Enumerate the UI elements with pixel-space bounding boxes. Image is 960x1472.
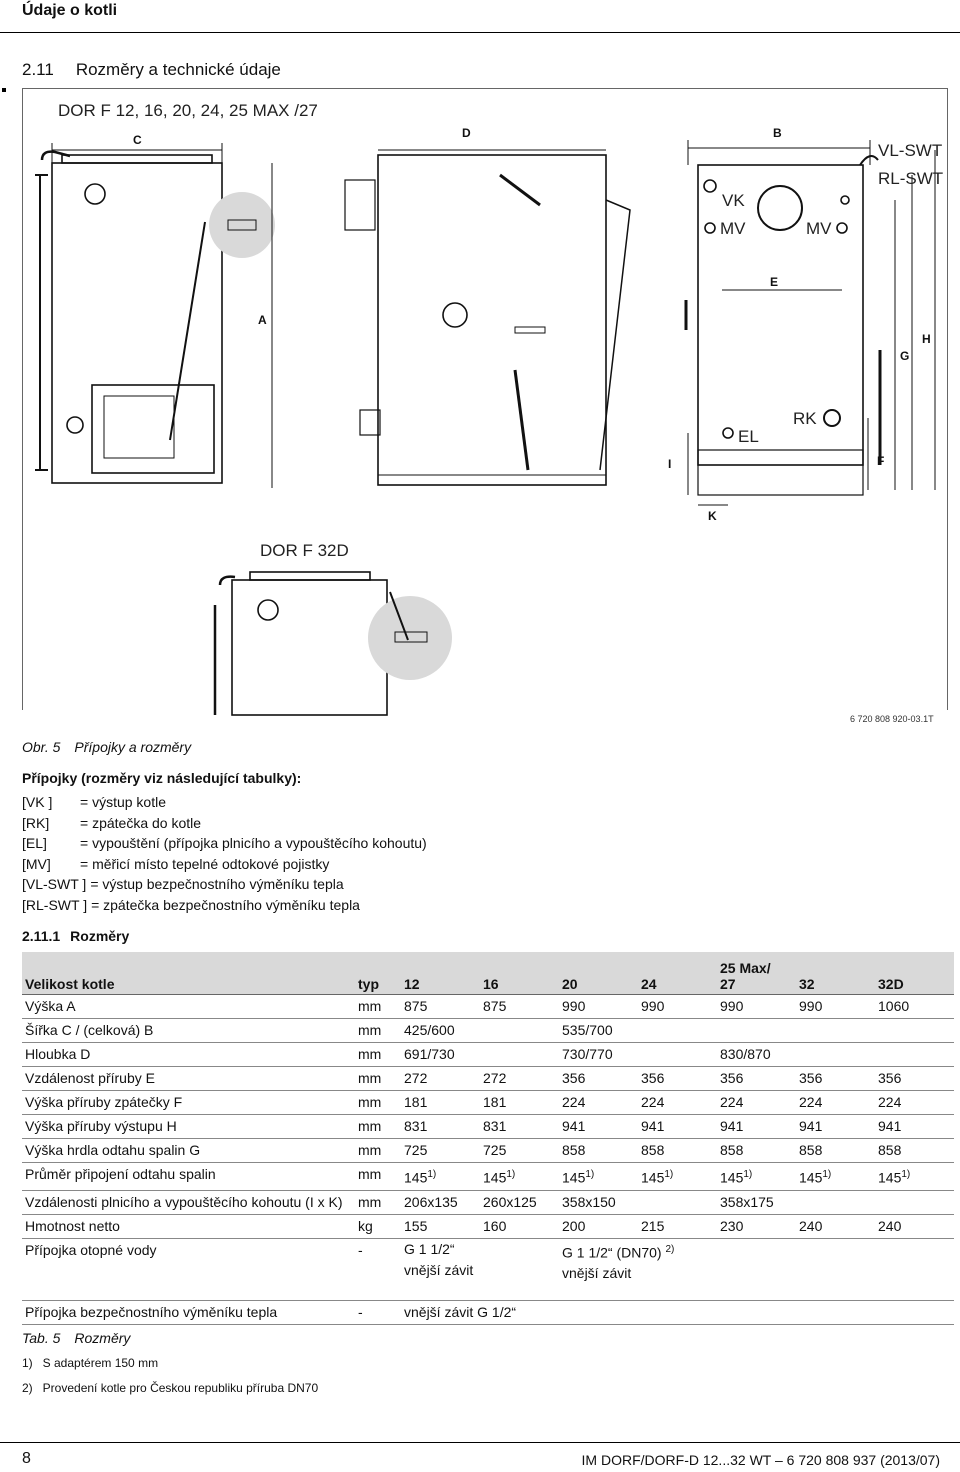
table-cell: 858	[559, 1139, 638, 1163]
conn-label-el: EL	[738, 427, 759, 446]
table-header-row: Velikost kotle typ 12 16 20 24 25 Max/ 27 32 32D	[22, 952, 954, 995]
table-cell: 145$^{1)}$	[480, 1163, 559, 1191]
table-cell: Vzdálenost příruby E	[22, 1067, 355, 1091]
table-cell: 356	[559, 1067, 638, 1091]
document-id: IM DORF/DORF-D 12...32 WT – 6 720 808 937 (2013/07)	[581, 1452, 940, 1468]
dimensions-table	[22, 952, 954, 1325]
table-cell: 725	[401, 1139, 480, 1163]
table-cell: mm	[355, 1115, 401, 1139]
table-cell	[796, 1190, 875, 1214]
table-cell: 160	[480, 1214, 559, 1238]
table-cell: 941	[717, 1115, 796, 1139]
table-cell: 200	[559, 1214, 638, 1238]
table-cell: 356	[796, 1067, 875, 1091]
table-cell: 858	[875, 1139, 954, 1163]
table-row	[22, 1214, 954, 1238]
table-cell: 240	[875, 1214, 954, 1238]
table-cell: 230	[717, 1214, 796, 1238]
table-cell: Hmotnost netto	[22, 1214, 355, 1238]
legend-item: [RK] = zpátečka do kotle	[22, 814, 202, 831]
table-cell: 941	[796, 1115, 875, 1139]
table-cell: mm	[355, 1019, 401, 1043]
table-cell: 145$^{1)}$	[796, 1163, 875, 1191]
dim-label-h: H	[922, 332, 931, 346]
rear-flue-outlet	[758, 186, 802, 230]
table-row	[22, 1067, 954, 1091]
table-cell: 145$^{1)}$	[717, 1163, 796, 1191]
table-cell: Výška příruby výstupu H	[22, 1115, 355, 1139]
table-cell: mm	[355, 1067, 401, 1091]
table-cell: 358x150	[559, 1190, 638, 1214]
table-cell: 858	[638, 1139, 717, 1163]
table-cell: mm	[355, 1043, 401, 1067]
table-cell	[875, 1019, 954, 1043]
front-thermometer	[85, 184, 105, 204]
table-cell: Vzdálenosti plnicího a vypouštěcího kohoutu (I x K)	[22, 1190, 355, 1214]
front-door	[92, 385, 214, 473]
table-cell: mm	[355, 1091, 401, 1115]
table-cell: 875	[480, 995, 559, 1019]
figure-title-main: DOR F 12, 16, 20, 24, 25 MAX /27	[58, 101, 318, 120]
table-cell: 181	[401, 1091, 480, 1115]
table-cell: 260x125	[480, 1190, 559, 1214]
page-number: 8	[22, 1450, 31, 1467]
table-cell	[875, 1043, 954, 1067]
side-view-body	[378, 155, 606, 485]
table-cell: 224	[717, 1091, 796, 1115]
table-cell: 358x175	[717, 1190, 796, 1214]
table-cell: kg	[355, 1214, 401, 1238]
view-32d-body	[232, 580, 387, 715]
table-row-safety: Přípojka bezpečnostního výměníku tepla - vnější závit G 1/2“	[22, 1300, 954, 1324]
table-cell: 145$^{1)}$	[559, 1163, 638, 1191]
figure-title-32d: DOR F 32D	[260, 541, 349, 560]
connections-heading: Přípojky (rozměry viz následující tabulky):	[22, 770, 302, 786]
table-cell: 725	[480, 1139, 559, 1163]
table-row	[22, 995, 954, 1019]
table-cell: 272	[480, 1067, 559, 1091]
dim-label-i: I	[668, 457, 672, 471]
table-cell: 535/700	[559, 1019, 638, 1043]
footnote-1: 1) S adaptérem 150 mm	[22, 1356, 159, 1370]
boiler-drawing	[0, 0, 960, 730]
rear-view-body	[698, 165, 863, 465]
table-cell: 356	[638, 1067, 717, 1091]
footer-rule	[0, 1442, 960, 1443]
table-cell: 990	[638, 995, 717, 1019]
dim-label-k: K	[708, 509, 717, 523]
table-cell: 858	[717, 1139, 796, 1163]
table-cell: 858	[796, 1139, 875, 1163]
conn-label-rk: RK	[793, 409, 817, 428]
conn-label-mv-right: MV	[806, 219, 832, 238]
dim-label-e: E	[770, 275, 779, 289]
table-row	[22, 1139, 954, 1163]
table-cell: 990	[717, 995, 796, 1019]
table-cell: 145$^{1)}$	[401, 1163, 480, 1191]
table-row	[22, 1019, 954, 1043]
table-cell	[480, 1043, 559, 1067]
table-cell	[796, 1043, 875, 1067]
table-row	[22, 1043, 954, 1067]
legend-item: [VK ] = výstup kotle	[22, 794, 166, 810]
table-cell: Výška hrdla odtahu spalin G	[22, 1139, 355, 1163]
table-cell: 155	[401, 1214, 480, 1238]
table-cell: 831	[480, 1115, 559, 1139]
legend-item: [EL] = vypouštění (přípojka plnicího a vypouštěcího kohoutu)	[22, 835, 427, 851]
table-row	[22, 1091, 954, 1115]
table-cell: mm	[355, 995, 401, 1019]
table-row	[22, 1115, 954, 1139]
table-cell: 425/600	[401, 1019, 480, 1043]
table-cell: 224	[875, 1091, 954, 1115]
table-cell: 875	[401, 995, 480, 1019]
figure-ref-code: 6 720 808 920-03.1T	[850, 714, 934, 724]
table-row	[22, 1163, 954, 1191]
table-cell: Šířka C / (celková) B	[22, 1019, 355, 1043]
table-cell: 941	[638, 1115, 717, 1139]
table-cell: 730/770	[559, 1043, 638, 1067]
table-cell: Hloubka D	[22, 1043, 355, 1067]
conn-label-vl-swt: VL-SWT	[878, 141, 943, 160]
legend-item: [MV] = měřicí místo tepelné odtokové pojistky	[22, 855, 330, 872]
table-cell	[638, 1190, 717, 1214]
connections-legend	[22, 792, 427, 915]
legend-item: [RL-SWT ] = zpátečka bezpečnostního výměníku tepla	[22, 896, 360, 913]
table-cell	[638, 1019, 717, 1043]
table-cell	[480, 1019, 559, 1043]
table-cell	[796, 1019, 875, 1043]
conn-label-rl-swt: RL-SWT	[878, 169, 944, 188]
table-cell: 1060	[875, 995, 954, 1019]
dim-label-g: G	[900, 349, 910, 363]
table-cell: 990	[796, 995, 875, 1019]
conn-label-vk: VK	[722, 191, 745, 210]
table-cell: 206x135	[401, 1190, 480, 1214]
table-cell: mm	[355, 1139, 401, 1163]
table-cell: 215	[638, 1214, 717, 1238]
figure-caption	[22, 739, 191, 755]
table-cell: 941	[559, 1115, 638, 1139]
subsection-title: 2.11.1 Rozměry	[22, 928, 130, 944]
table-cell	[717, 1019, 796, 1043]
dim-label-d: D	[462, 126, 471, 140]
table-cell: Průměr připojení odtahu spalin	[22, 1163, 355, 1191]
table-cell: Výška příruby zpátečky F	[22, 1091, 355, 1115]
table-cell: 990	[559, 995, 638, 1019]
legend-item: [VL-SWT ] = výstup bezpečnostního výměníku tepla	[22, 876, 344, 892]
table-cell: 224	[796, 1091, 875, 1115]
table-cell: 356	[875, 1067, 954, 1091]
table-cell	[875, 1190, 954, 1214]
conn-label-mv-left: MV	[720, 219, 746, 238]
figure-caption-label: Obr. 5	[22, 739, 61, 755]
figure-caption-text: Přípojky a rozměry	[74, 739, 192, 755]
table-cell: 145$^{1)}$	[638, 1163, 717, 1191]
page-header-title: Údaje o kotli	[22, 2, 118, 19]
table-cell: 240	[796, 1214, 875, 1238]
table-row	[22, 1190, 954, 1214]
table-cell: 831	[401, 1115, 480, 1139]
table-cell: mm	[355, 1163, 401, 1191]
front-view-body	[52, 163, 222, 483]
footnote-2: 2) Provedení kotle pro Českou republiku příruba DN70	[22, 1381, 319, 1395]
table-cell: 691/730	[401, 1043, 480, 1067]
table-cell: Výška A	[22, 995, 355, 1019]
table-cell: 356	[717, 1067, 796, 1091]
table-cell	[638, 1043, 717, 1067]
table-cell: 941	[875, 1115, 954, 1139]
table-cell: 145$^{1)}$	[875, 1163, 954, 1191]
table-cell: 830/870	[717, 1043, 796, 1067]
section-title-text: Rozměry a technické údaje	[75, 60, 281, 79]
table-row-heating: Přípojka otopné vody - G 1 1/2“ vnější závit G 1 1/2“ (DN70) $^{2)}$ vnější závit	[22, 1238, 954, 1300]
dim-label-c: C	[133, 133, 142, 147]
dim-label-a: A	[258, 313, 267, 327]
table-cell: 224	[638, 1091, 717, 1115]
table-cell: mm	[355, 1190, 401, 1214]
dim-label-b: B	[773, 126, 782, 140]
section-number: 2.11	[22, 60, 54, 79]
table-cell: 272	[401, 1067, 480, 1091]
thermometer-32d	[258, 600, 278, 620]
table-cell: 224	[559, 1091, 638, 1115]
table-cell: 181	[480, 1091, 559, 1115]
dim-label-f: F	[877, 454, 885, 468]
table-caption: Tab. 5 Rozměry	[22, 1330, 131, 1346]
